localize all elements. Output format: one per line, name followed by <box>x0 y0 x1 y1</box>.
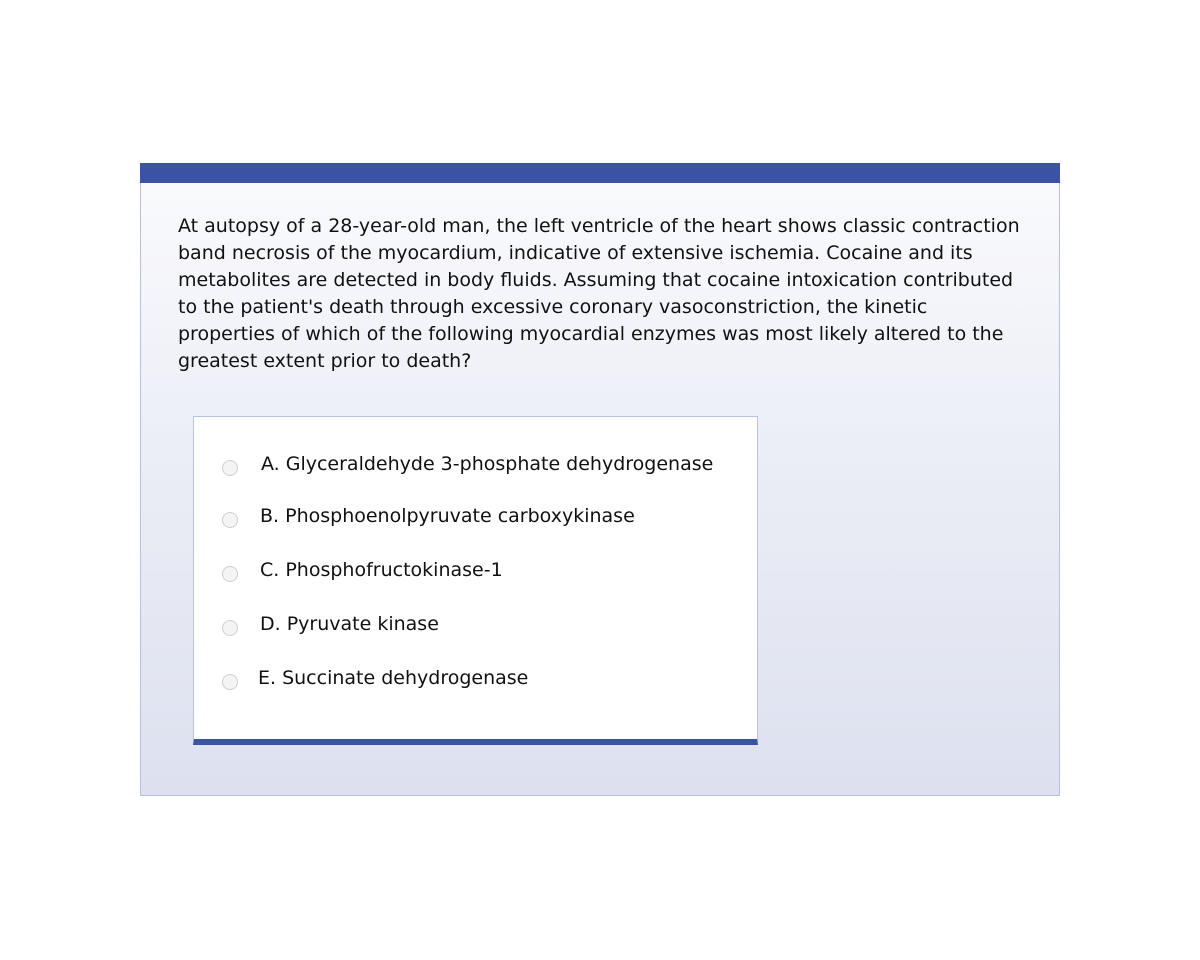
radio-button-e[interactable] <box>222 674 238 690</box>
answer-options <box>193 416 758 745</box>
option-e-label[interactable]: E. Succinate dehydrogenase <box>258 667 529 689</box>
option-d[interactable] <box>222 609 439 639</box>
option-b-label[interactable]: B. Phosphoenolpyruvate carboxykinase <box>260 505 635 527</box>
option-b[interactable] <box>222 501 635 531</box>
option-e[interactable] <box>222 663 528 693</box>
option-c-label[interactable]: C. Phosphofructokinase-1 <box>260 559 503 581</box>
radio-button-b[interactable] <box>222 512 238 528</box>
radio-button-c[interactable] <box>222 566 238 582</box>
question-stem: At autopsy of a 28-year-old man, the left ventricle of the heart shows classic contraction band necrosis of the myocardium, indicative of extensive ischemia. Cocaine and its metabolites are detected in body fluids. Assuming that cocaine intoxication contributed to the patient's death through excessive coronary vasoconstriction, the kinetic properties of which of the following myocardial enzymes was most likely altered to the greatest extent prior to death? <box>178 215 1020 372</box>
radio-button-a[interactable] <box>222 460 238 476</box>
radio-button-d[interactable] <box>222 620 238 636</box>
card-header-bar <box>140 163 1060 183</box>
option-d-label[interactable]: D. Pyruvate kinase <box>260 613 439 635</box>
option-a-label[interactable]: A. Glyceraldehyde 3-phosphate dehydrogenase <box>261 453 714 475</box>
option-c[interactable] <box>222 555 503 585</box>
option-a[interactable] <box>222 449 713 479</box>
question-card <box>140 163 1060 796</box>
